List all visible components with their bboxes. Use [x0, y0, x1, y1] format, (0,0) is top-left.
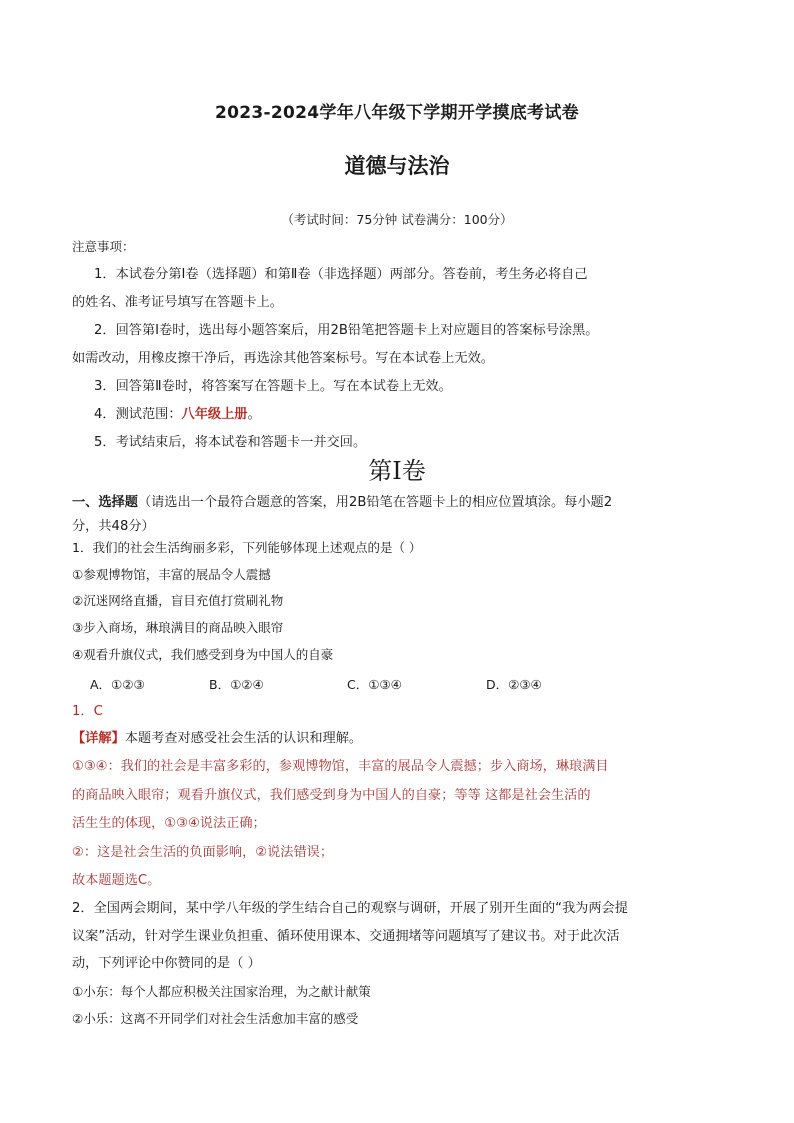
notice-item-5: 5．考试结束后，将本试卷和答题卡一并交回。: [94, 435, 367, 450]
q1-answer: 1．C: [72, 704, 103, 719]
q1-stem: 1．我们的社会生活绚丽多彩，下列能够体现上述观点的是（ ）: [72, 540, 422, 555]
q1-option-c: C．①③④: [347, 677, 402, 692]
q1-statement-2: ②沉迷网络直播，盲目充值打赏刷礼物: [72, 593, 284, 608]
q1-explanation-1-line-1: ①③④：我们的社会是丰富多彩的，参观博物馆，丰富的展品令人震撼；步入商场，琳琅满目: [72, 759, 609, 774]
notice-item-4-prefix: 4．测试范围：: [94, 407, 182, 422]
notice-heading: 注意事项：: [72, 239, 135, 254]
q2-statement-1: ①小东：每个人都应积极关注国家治理，为之献计献策: [72, 984, 371, 999]
subject-title: 道德与法治: [344, 154, 450, 178]
notice-item-2-line-2: 如需改动，用橡皮擦干净后，再选涂其他答案标号。写在本试卷上无效。: [72, 351, 494, 366]
exam-title: 2023-2024学年八年级下学期开学摸底考试卷: [215, 103, 579, 123]
section-1-heading: [72, 494, 612, 512]
q1-statement-4: ④观看升旗仪式，我们感受到身为中国人的自豪: [72, 647, 334, 662]
test-scope: 八年级上册: [181, 407, 248, 422]
q1-conclusion: 故本题题选C。: [72, 873, 161, 888]
q1-explanation-1-line-3: 活生生的体现，①③④说法正确；: [72, 816, 266, 831]
q2-stem-line-2: 议案”活动，针对学生课业负担重、循环使用课本、交通拥堵等问题填写了建议书。对于此次活: [72, 929, 620, 944]
detail-text: 本题考查对感受社会生活的认识和理解。: [124, 731, 363, 746]
section-1-desc: （请选出一个最符合题意的答案，用2B铅笔在答题卡上的相应位置填涂。每小题2: [137, 495, 613, 510]
exam-info: （考试时间：75分钟 试卷满分：100分）: [281, 212, 513, 227]
notice-item-2-line-1: 2．回答第Ⅰ卷时，选出每小题答案后，用2B铅笔把答题卡上对应题目的答案标号涂黑。: [94, 323, 599, 338]
q1-explanation-1-line-2: 的商品映入眼帘；观看升旗仪式，我们感受到身为中国人的自豪；等等 这都是社会生活的: [72, 788, 591, 803]
notice-item-1-line-1: 1．本试卷分第Ⅰ卷（选择题）和第Ⅱ卷（非选择题）两部分。答卷前，考生务必将自己: [94, 267, 588, 282]
q1-option-a: A．①②③: [90, 677, 145, 692]
section-1-label: 一、选择题: [72, 495, 138, 510]
q1-option-b: B．①②④: [209, 677, 264, 692]
q1-option-d: D．②③④: [486, 677, 542, 692]
volume-title: 第Ⅰ卷: [368, 457, 426, 485]
q1-detail: [72, 730, 362, 748]
notice-item-4: [94, 406, 261, 424]
q2-stem-line-1: 2．全国两会期间，某中学八年级的学生结合自己的观察与调研，开展了别开生面的“我为两会提: [72, 901, 628, 916]
notice-item-1-line-2: 的姓名、准考证号填写在答题卡上。: [72, 295, 283, 310]
q2-stem-line-3: 动，下列评论中你赞同的是（ ）: [72, 956, 261, 971]
section-1-desc-line-2: 分，共48分）: [72, 519, 155, 534]
detail-tag: 【详解】: [72, 731, 125, 746]
q1-statement-1: ①参观博物馆，丰富的展品令人震撼: [72, 567, 271, 582]
q1-statement-3: ③步入商场，琳琅满目的商品映入眼帘: [72, 620, 284, 635]
q2-statement-2: ②小乐：这离不开同学们对社会生活愈加丰富的感受: [72, 1011, 359, 1026]
notice-item-3: 3．回答第Ⅱ卷时，将答案写在答题卡上。写在本试卷上无效。: [94, 379, 452, 394]
q1-explanation-2: ②：这是社会生活的负面影响，②说法错误；: [72, 845, 334, 860]
notice-item-4-suffix: 。: [247, 407, 261, 422]
